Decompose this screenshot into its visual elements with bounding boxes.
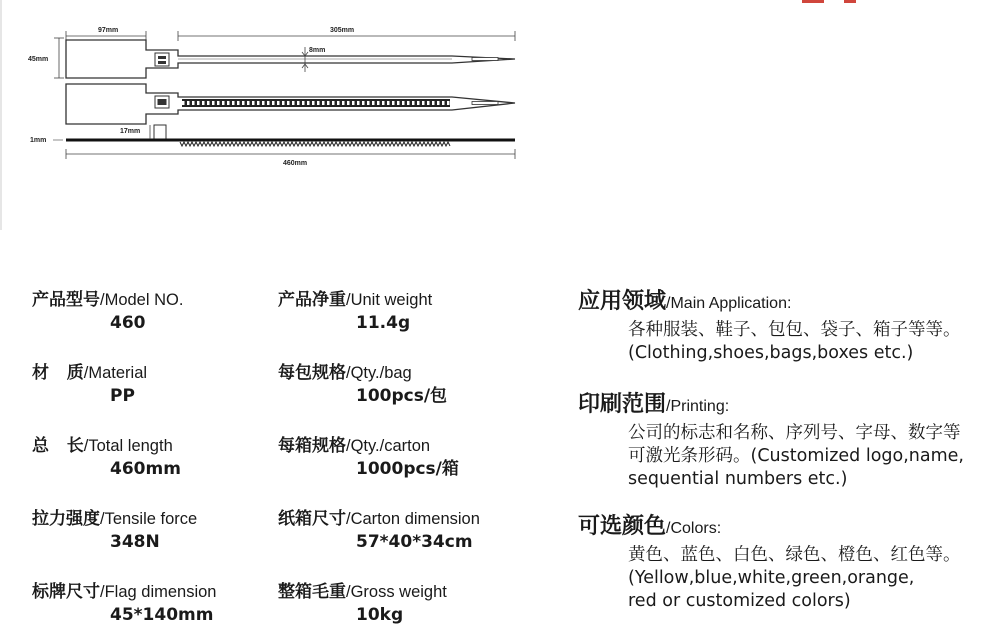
- dimension-17: [120, 125, 150, 139]
- dimension-97: [66, 27, 146, 41]
- dimension-45: [28, 38, 64, 78]
- svg-text:97mm: 97mm: [98, 27, 119, 34]
- spec-qty-bag: 每包规格/Qty./bag 100pcs/包: [278, 363, 448, 406]
- svg-text:45mm: 45mm: [28, 56, 49, 63]
- svg-text:17mm: 17mm: [120, 128, 141, 135]
- svg-text:305mm: 305mm: [330, 27, 355, 34]
- dimension-305: [178, 27, 515, 41]
- seal-tag-diagram: [0, 0, 540, 230]
- section-colors: 可选颜色/Colors: 黄色、蓝色、白色、绿色、橙色、红色等。 (Yellow,blue,white,green,orange, red or customized colors): [578, 514, 961, 611]
- section-printing: 印刷范围/Printing: 公司的标志和名称、序列号、字母、数字等 可激光条形码。(Customized logo,name, sequential numbers etc.): [578, 392, 964, 489]
- spec-tensile-force: 拉力强度/Tensile force 348N: [32, 509, 198, 552]
- spec-total-length: 总 长/Total length 460mm: [32, 436, 181, 479]
- seal-tag-top-view: [66, 40, 515, 78]
- svg-text:1mm: 1mm: [30, 137, 47, 144]
- spec-model: 产品型号/Model NO. 460: [32, 290, 184, 333]
- spec-gross-weight: 整箱毛重/Gross weight 10kg: [278, 582, 447, 625]
- dimension-1: [30, 137, 63, 144]
- svg-text:8mm: 8mm: [309, 47, 326, 54]
- top-right-fragment: [800, 0, 860, 3]
- section-main-application: 应用领域/Main Application: 各种服装、鞋子、包包、袋子、箱子等等。 (Clothing,shoes,bags,boxes etc.): [578, 289, 961, 363]
- spec-qty-carton: 每箱规格/Qty./carton 1000pcs/箱: [278, 436, 459, 479]
- spec-material: 材 质/Material PP: [32, 363, 148, 406]
- spec-unit-weight: 产品净重/Unit weight 11.4g: [278, 290, 433, 333]
- spec-carton-dimension: 纸箱尺寸/Carton dimension 57*40*34cm: [278, 509, 480, 552]
- dimension-460: [66, 149, 515, 167]
- svg-text:460mm: 460mm: [283, 160, 308, 167]
- seal-tag-serrated-view: [66, 84, 515, 124]
- spec-flag-dimension: 标牌尺寸/Flag dimension 45*140mm: [32, 582, 217, 625]
